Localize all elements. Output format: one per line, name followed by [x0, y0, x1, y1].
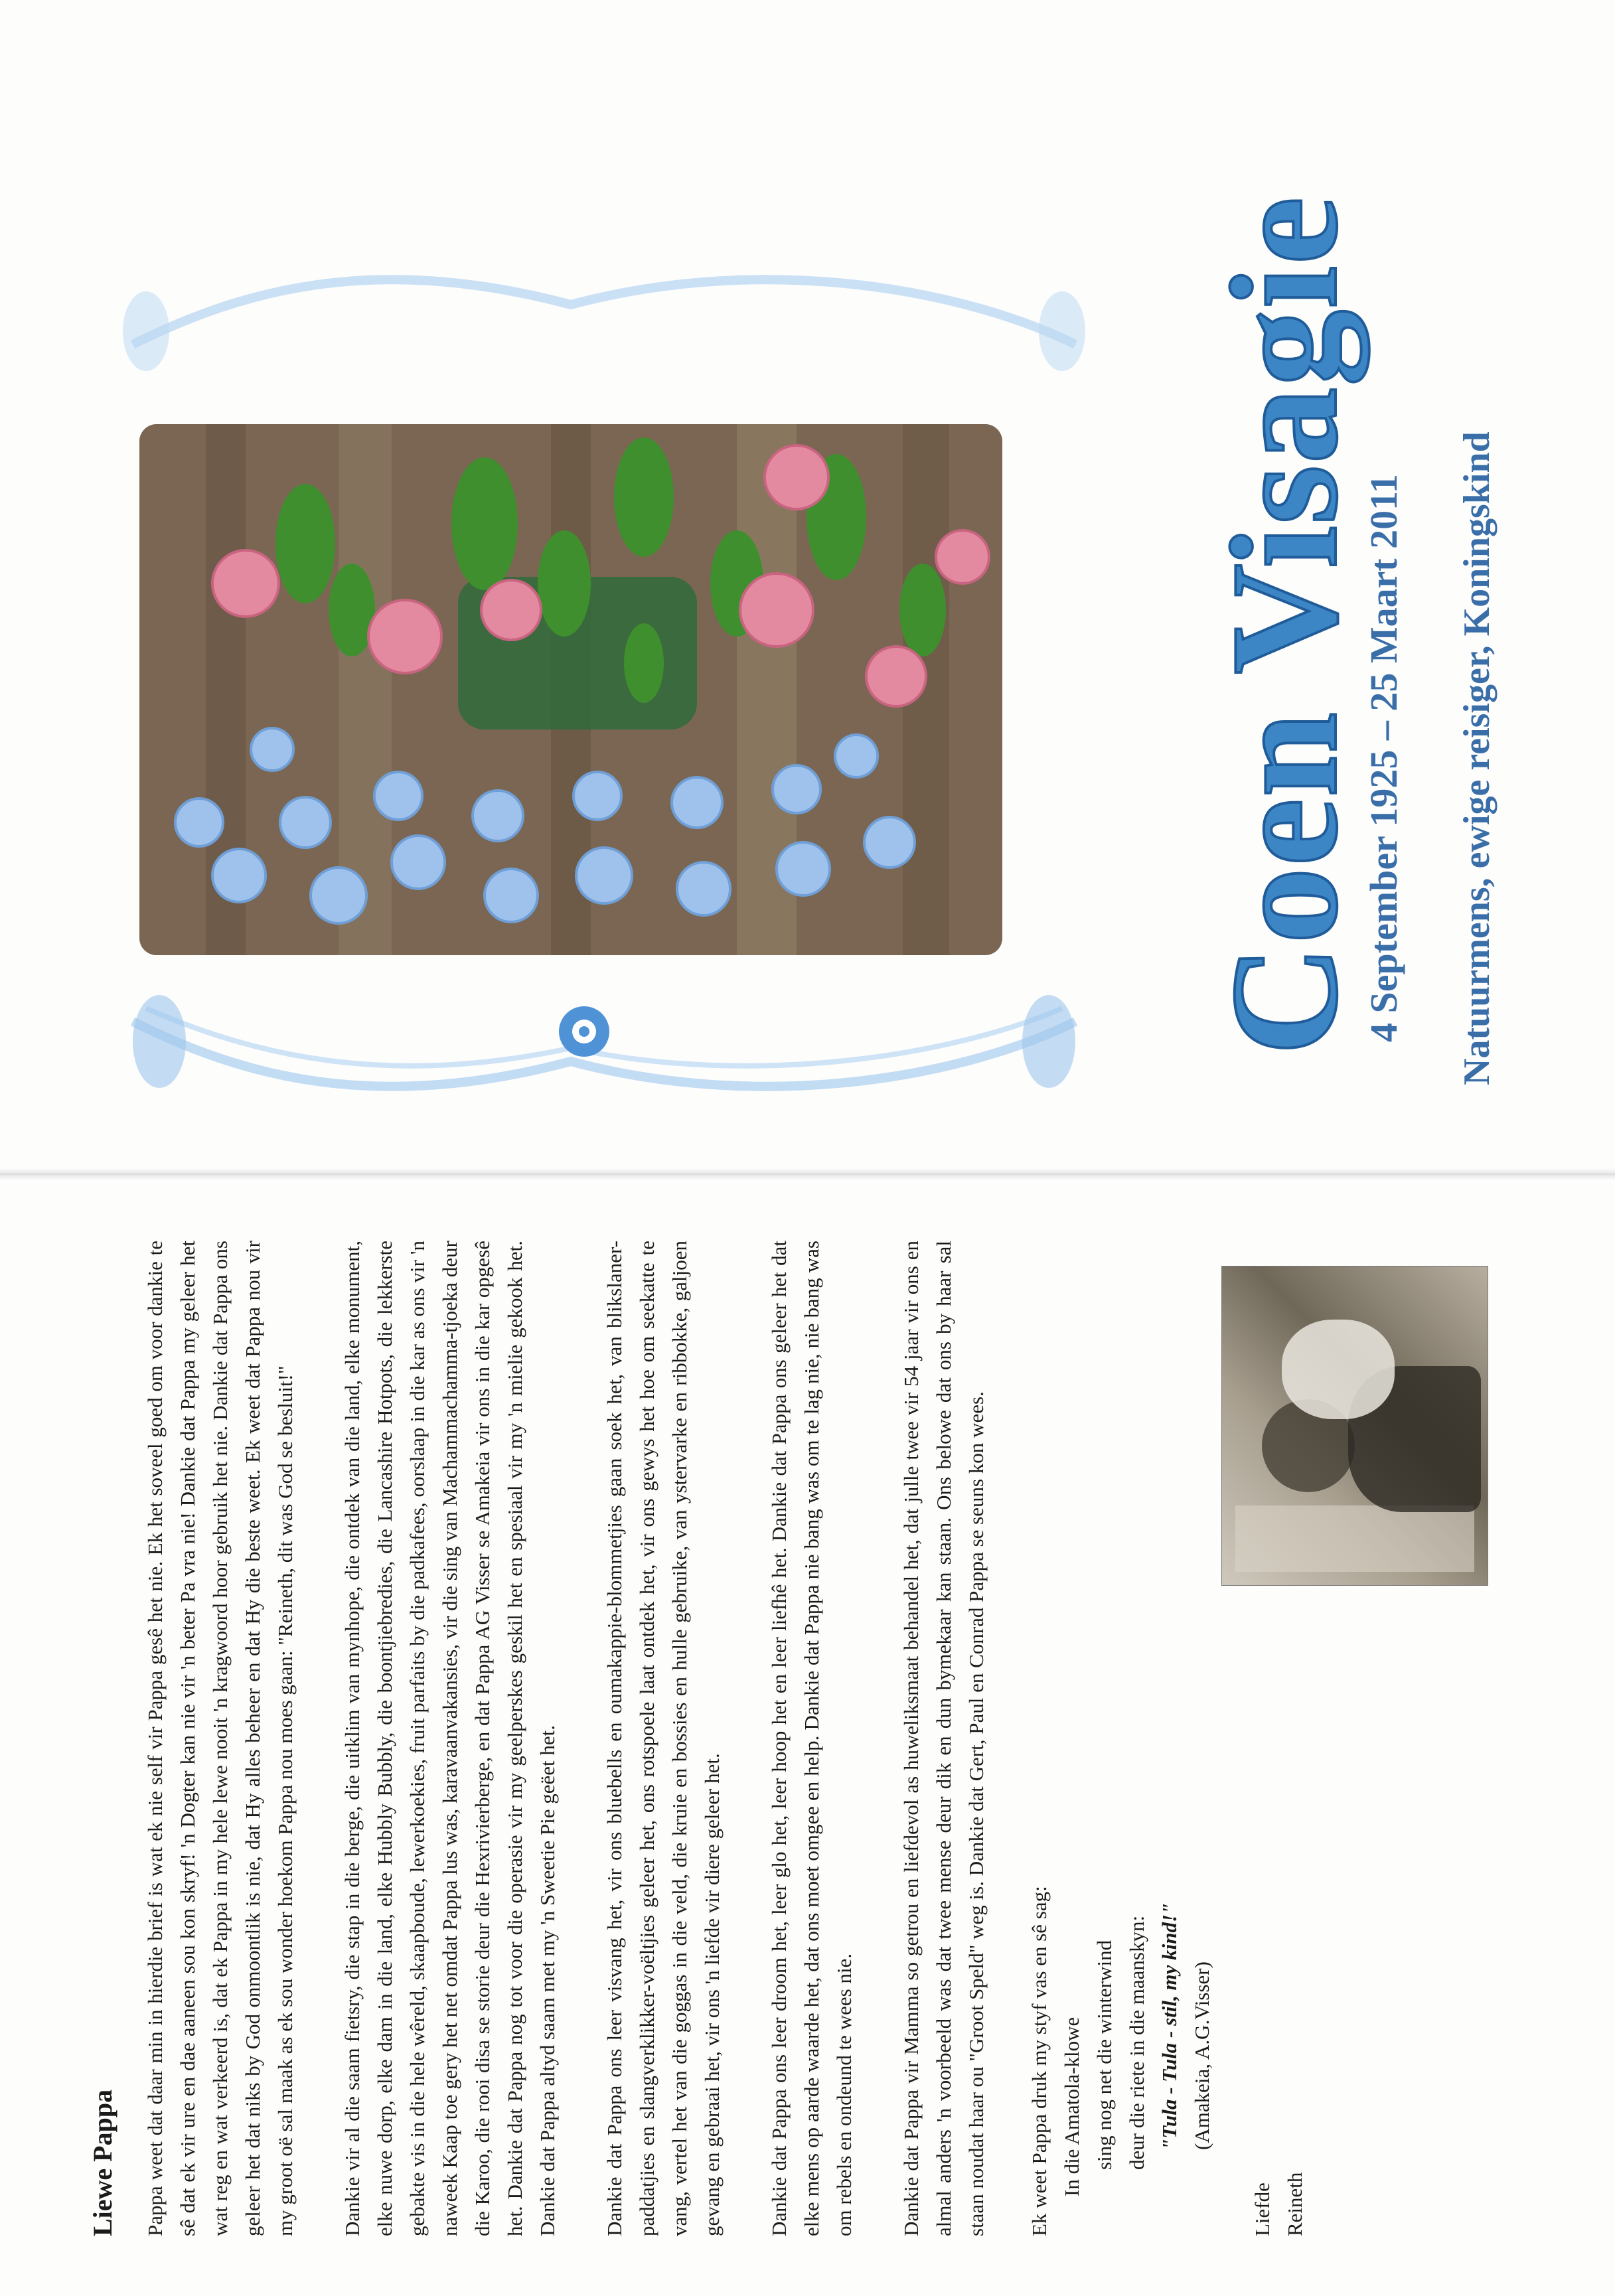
letter-paragraph: Dankie dat Pappa ons leer droom het, leer glo het, leer hoop het en leer liefhê het. Dankie dat Pappa ons geleer het dat elke mens op aarde waarde het, dat ons moet omgee en help. Dankie dat Pappa nie bang was om te lag nie, nie bang was om rebels en ondeund te wees nie. — [767, 1241, 856, 2236]
letter-paragraph: Dankie dat Pappa vir Mamma so getrou en liefdevol as huweliksmaat behandel het, dat julle twee vir 54 jaar vir ons en almal anders 'n voorbeeld was dat twee mense deur dik en dun bymekaar kan staan. Ons belowe dat ons by haar sal staan noudat haar ou "Groot Speld" weg is. Dankie dat Gert, Paul en Conrad Pappa se seuns kon wees. — [899, 1241, 988, 2236]
poem-line: "Tula - Tula - stil, my kind!" — [1158, 1902, 1181, 2150]
poem-excerpt — [1023, 1241, 1218, 2236]
letter-paragraph: Pappa weet dat daar min in hierdie brief is wat ek nie self vir Pappa gesê het nie. Ek het soveel goed om voor dankie te sê dat ek vir ure en dae aaneen sou kon skryf! 'n Dogter kan nie vir 'n beter Pa vra nie! Dankie dat Pappa my geleer het wat reg en wat verkeerd is, dat ek Pappa in my hele lewe nooit 'n kragwoord hoor gebruik het nie. Dankie dat Pappa ons geleer het dat niks by God onmoontlik is nie, dat Hy alles beheer en dat Hy die beste weet. Ek weet dat Pappa nou vir my groot oë sal maak as ek sou wonder hoekom Pappa nou moes gaan: "Reineth, dit was God se besluit!" — [143, 1241, 297, 2236]
signature-name: Reineth — [1283, 2172, 1306, 2236]
page-fold — [0, 1168, 1615, 1181]
blue-floral-ornament — [106, 975, 1102, 1141]
letter-paragraph: Dankie vir al die saam fietsry, die stap in die berge, die uitklim van mynhope, die ontdek van die land, elke monument, elke nuwe dorp, elke dam in die land, elke Hubbly Bubbly, die boontjiebredies, die Lancashire Hotpots, die lekkerste gebakte vis in die hele wêreld, skaapboude, lewerkoekies, fruit parfaits by die padkafees, oorslaap in die kar as ons vir 'n naweek Kaap toe gery het net omdat Pappa lus was, karavaanvakansies, vir die sing van Machammachamma-tjoeka deur die Karoo, die rooi disa se storie deur die Hexrivierberge, en dat Pappa AG Visser se Amakeia vir ons in die kar opgesê het. Dankie dat Pappa nog tot voor die operasie vir my geelperskes geskil het en spesiaal vir my 'n mielie gekook het. Dankie dat Pappa altyd saam met my 'n Sweetie Pie geëet het. — [341, 1241, 559, 2236]
family-photo — [1221, 1266, 1488, 1586]
flower-bouquet-photo — [139, 424, 1002, 955]
letter-salutation: Liewe Pappa — [88, 2089, 117, 2236]
poem-line: In die Amatola-klowe — [1060, 2017, 1083, 2196]
closing-word: Liefde — [1251, 2182, 1274, 2236]
poem-line: Ek weet Pappa druk my styf vas en sê sag: — [1028, 1886, 1051, 2236]
letter-page — [0, 1181, 1615, 2296]
cover-name: Coen Visagie — [1199, 195, 1369, 1055]
poem-line: deur die riete in die maanskyn: — [1125, 1915, 1148, 2170]
letter-body — [86, 1241, 1311, 2236]
letter-paragraph: Dankie dat Pappa ons leer visvang het, vir ons bluebells en oumakappie-blommetjies gaan soek het, van blikslaner-paddatjies en slangverklikker-voëltjies geleer het, ons rotspoele laat ontdek het, vir ons gewys het hoe om seekatte te vang, vertel het van die goggas in die veld, die kruie en bossies en hulle gebruike, van ystervarke en ribbokke, galjoen gevang en gebraai het, vir ons 'n liefde vir diere geleer het. — [603, 1241, 724, 2236]
cover-dates: 4 September 1925 – 25 Maart 2011 — [1362, 474, 1405, 1042]
poem-line: (Amakeia, A.G.Visser) — [1190, 1961, 1213, 2150]
cover-motto: Natuurmens, ewige reisiger, Koningskind — [1456, 431, 1498, 1085]
blue-floral-ornament — [106, 225, 1102, 391]
poem-line: sing nog net die winterwind — [1093, 1940, 1116, 2170]
